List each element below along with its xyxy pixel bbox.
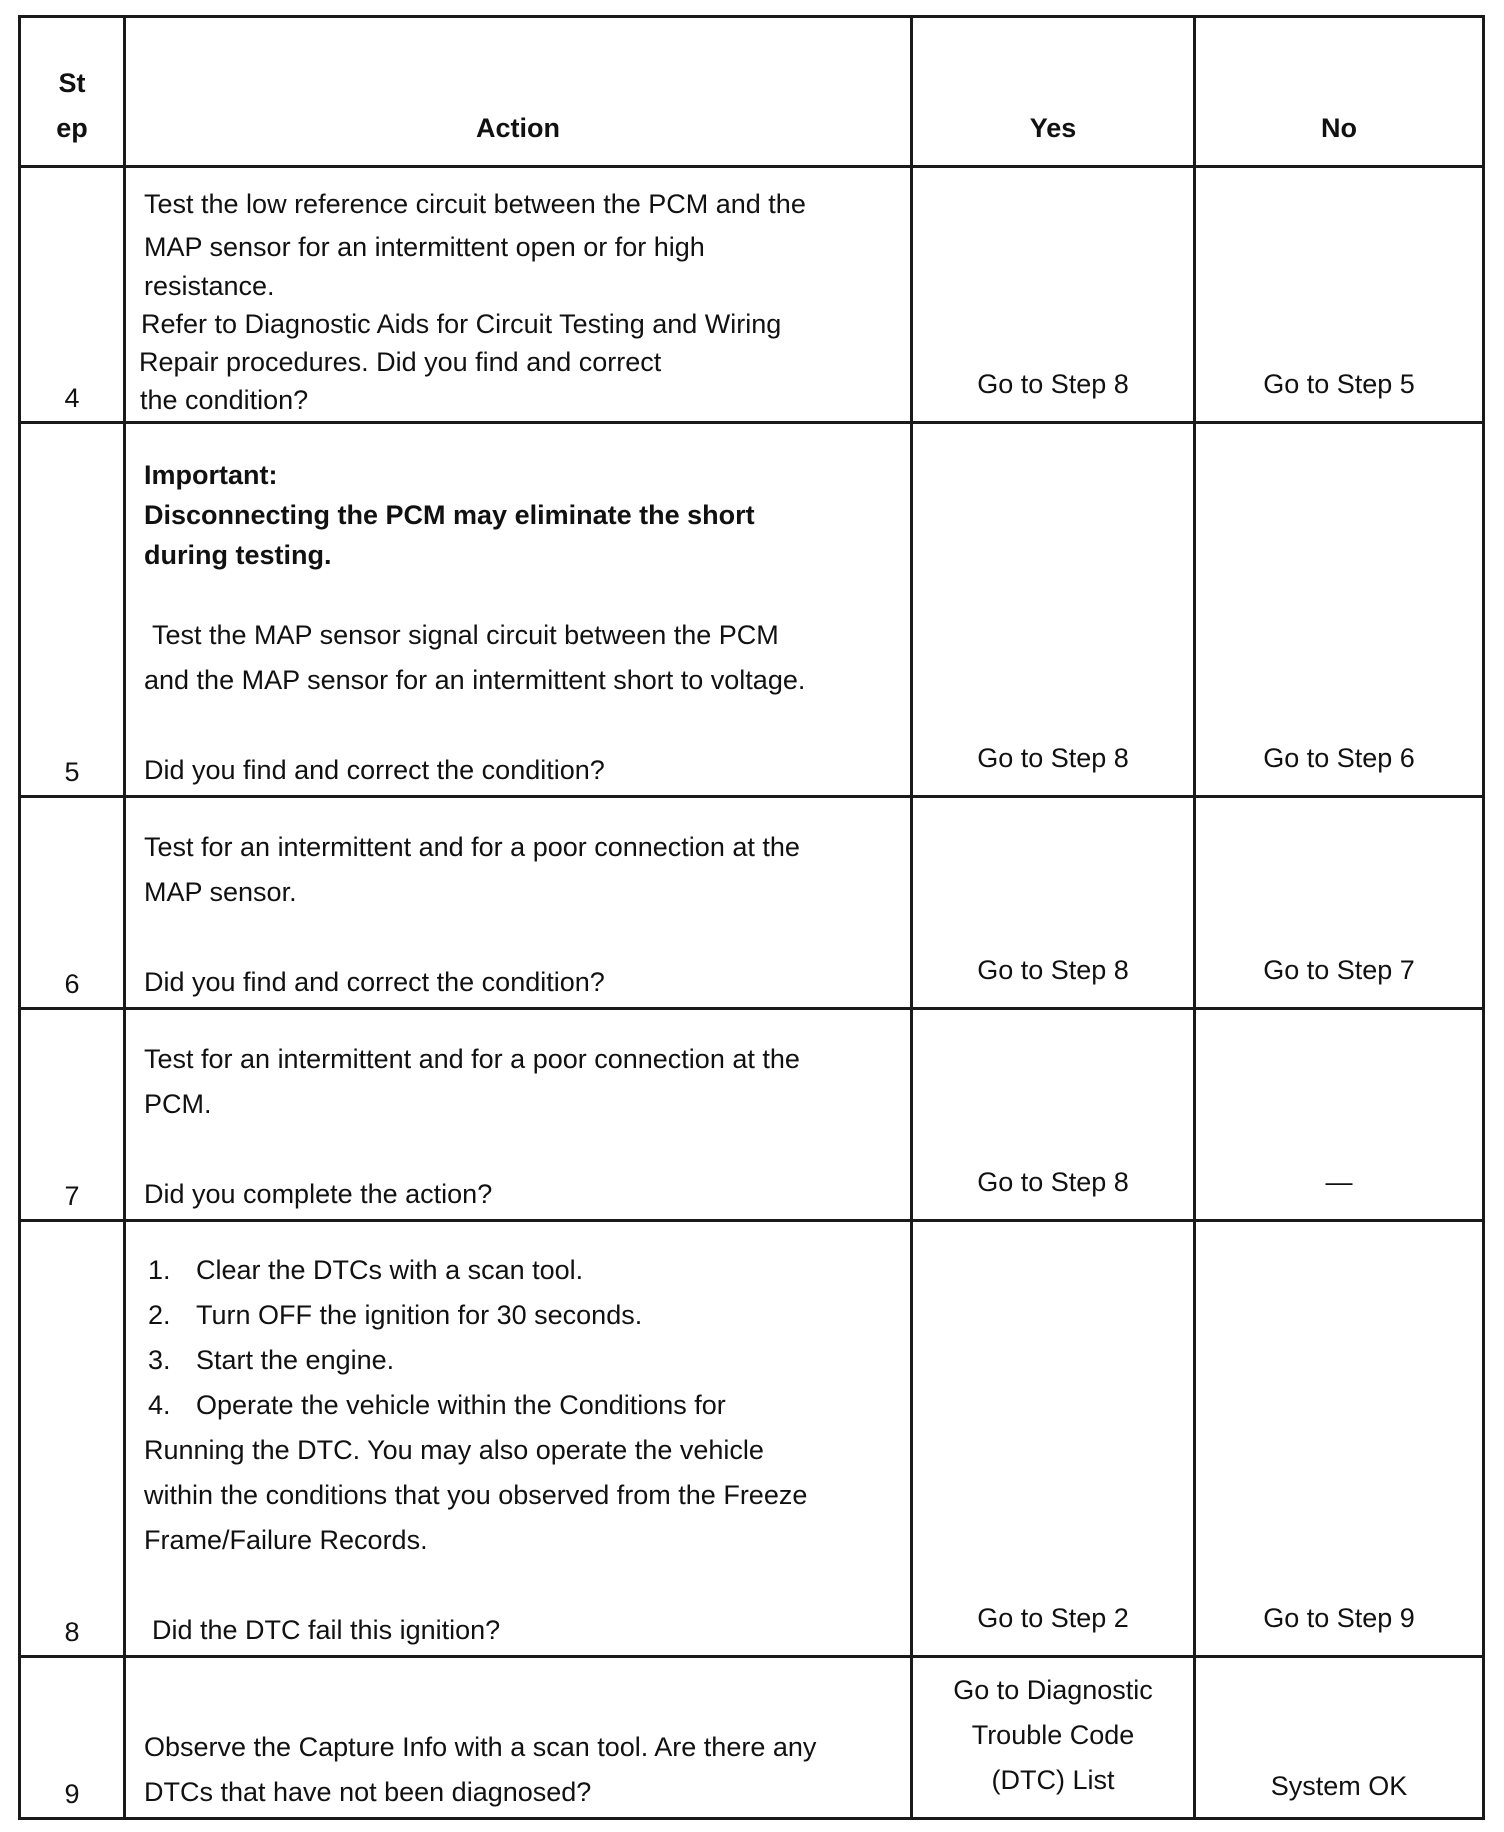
action-cell — [125, 1009, 912, 1221]
list-number: 3. — [148, 1345, 171, 1375]
table-row — [20, 423, 1484, 797]
list-item — [144, 1383, 898, 1428]
action-cell — [125, 1221, 912, 1657]
step-number: 7 — [20, 1009, 125, 1221]
yes-line: Trouble Code — [971, 1720, 1135, 1750]
important-label: Important: — [144, 460, 278, 490]
table-row — [20, 1009, 1484, 1221]
list-item — [144, 1338, 898, 1383]
yes-cell: Go to Step 8 — [912, 797, 1195, 1009]
yes-cell: Go to Step 8 — [912, 1009, 1195, 1221]
action-line: DTCs that have not been diagnosed? — [144, 1777, 592, 1807]
action-line: Test for an intermittent and for a poor connection at the — [144, 1044, 800, 1074]
action-line: Test for an intermittent and for a poor connection at the — [144, 832, 800, 862]
no-cell: Go to Step 6 — [1195, 423, 1484, 797]
list-text: Start the engine. — [196, 1345, 395, 1375]
action-cell — [125, 1657, 912, 1819]
important-line: Disconnecting the PCM may eliminate the short — [144, 500, 755, 530]
action-cell — [125, 167, 912, 423]
question-line: Did you find and correct the condition? — [144, 967, 605, 997]
action-line: the condition? — [140, 385, 309, 415]
header-step — [20, 17, 125, 167]
important-line: during testing. — [144, 540, 332, 570]
action-line: Refer to Diagnostic Aids for Circuit Testing and Wiring — [141, 309, 782, 339]
action-line: Frame/Failure Records. — [144, 1525, 428, 1555]
step-number: 6 — [20, 797, 125, 1009]
yes-cell: Go to Step 2 — [912, 1221, 1195, 1657]
step-number: 8 — [20, 1221, 125, 1657]
action-line: and the MAP sensor for an intermittent short to voltage. — [144, 665, 806, 695]
action-line: MAP sensor for an intermittent open or for high — [144, 232, 705, 262]
list-number: 4. — [148, 1390, 171, 1420]
list-number: 1. — [148, 1255, 171, 1285]
question-line: Did you complete the action? — [144, 1179, 493, 1209]
action-line: Test the low reference circuit between the PCM and the — [144, 189, 806, 219]
table-row — [20, 797, 1484, 1009]
list-number: 2. — [148, 1300, 171, 1330]
table-row — [20, 1657, 1484, 1819]
no-cell: Go to Step 9 — [1195, 1221, 1484, 1657]
action-cell — [125, 423, 912, 797]
step-number: 9 — [20, 1657, 125, 1819]
header-step-line1: St — [58, 68, 86, 98]
action-cell — [125, 797, 912, 1009]
header-no: No — [1195, 17, 1484, 167]
no-cell: System OK — [1195, 1657, 1484, 1819]
step-number: 5 — [20, 423, 125, 797]
yes-cell — [912, 1657, 1195, 1819]
yes-line: (DTC) List — [991, 1765, 1115, 1795]
action-line: MAP sensor. — [144, 877, 297, 907]
question-line: Did you find and correct the condition? — [144, 755, 605, 785]
header-action: Action — [125, 17, 912, 167]
table-row — [20, 1221, 1484, 1657]
yes-cell: Go to Step 8 — [912, 423, 1195, 797]
action-line: Observe the Capture Info with a scan tool. Are there any — [144, 1732, 817, 1762]
no-cell: — — [1195, 1009, 1484, 1221]
yes-cell: Go to Step 8 — [912, 167, 1195, 423]
header-row — [20, 17, 1484, 167]
no-cell: Go to Step 7 — [1195, 797, 1484, 1009]
list-item — [144, 1293, 898, 1338]
action-line: resistance. — [144, 271, 275, 301]
list-text: Clear the DTCs with a scan tool. — [196, 1255, 584, 1285]
question-line: Did the DTC fail this ignition? — [152, 1615, 501, 1645]
action-line: Test the MAP sensor signal circuit between the PCM — [152, 620, 779, 650]
list-item — [144, 1248, 898, 1293]
action-line: Repair procedures. Did you find and correct — [139, 347, 662, 377]
list-text: Turn OFF the ignition for 30 seconds. — [196, 1300, 643, 1330]
action-line: Running the DTC. You may also operate the vehicle — [144, 1435, 764, 1465]
diagnostic-table — [18, 15, 1485, 1820]
list-text: Operate the vehicle within the Conditions for — [196, 1390, 726, 1420]
no-cell: Go to Step 5 — [1195, 167, 1484, 423]
step-number: 4 — [20, 167, 125, 423]
header-yes: Yes — [912, 17, 1195, 167]
table-row — [20, 167, 1484, 423]
header-step-line2: ep — [56, 113, 88, 143]
yes-line: Go to Diagnostic — [953, 1675, 1153, 1705]
action-line: PCM. — [144, 1089, 212, 1119]
action-line: within the conditions that you observed from the Freeze — [144, 1480, 808, 1510]
